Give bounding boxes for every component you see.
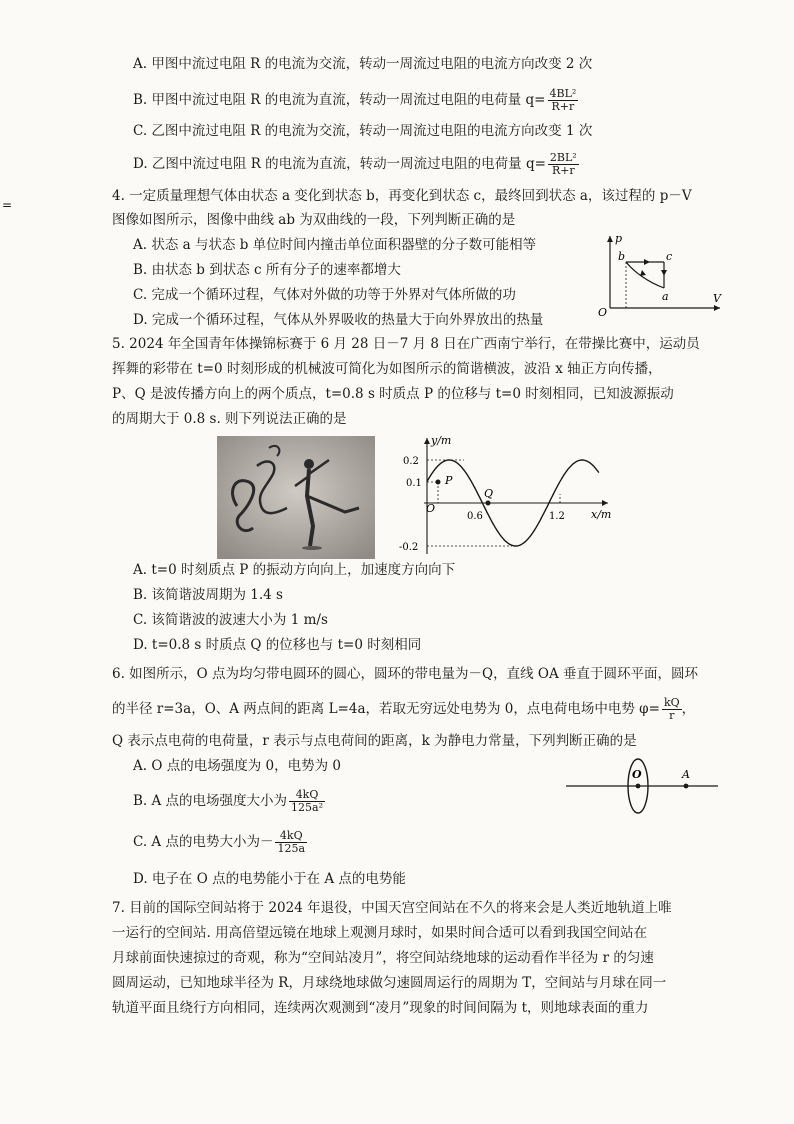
q6-option-c — [133, 830, 307, 855]
q3-option-d-text: D. 乙图中流过电阻 R 的电流为直流，转动一周流过电阻的电荷量 q= — [133, 156, 546, 172]
q7-stem-line-1: 7. 目前的国际空间站将于 2024 年退役，中国天宫空间站在不久的将来会是人类近地轨道上唯 — [112, 900, 672, 916]
q6-option-b-text: B. A 点的电场强度大小为 — [133, 793, 288, 809]
q3-option-d-denominator: R+r — [551, 164, 575, 177]
q5-x-tick-1-2: 1.2 — [549, 511, 565, 522]
q6-point-o-label: O — [632, 768, 642, 781]
q3-option-b-denominator: R+r — [551, 100, 575, 113]
q7-stem-line-5: 轨道平面且绕行方向相同，连续两次观测到“凌月”现象的时间间隔为 t，则地球表面的重力 — [112, 1000, 649, 1016]
q3-option-b-numerator: 4BL² — [549, 87, 577, 100]
q3-option-b — [133, 88, 578, 113]
q5-point-q — [486, 501, 491, 506]
q5-origin-label: O — [426, 502, 436, 515]
q6-stem-line-2-suffix: ， — [681, 701, 696, 717]
q5-option-d: D. t=0.8 s 时质点 Q 的位移也与 t=0 时刻相同 — [133, 637, 422, 653]
q3-option-d-numerator: 2BL² — [549, 151, 577, 164]
gymnast-photo — [217, 436, 375, 559]
q7-stem-line-4: 圆周运动，已知地球半径为 R，月球绕地球做匀速圆周运行的周期为 T，空间站与月球在同一 — [112, 975, 667, 991]
q5-stem-line-3: P、Q 是波传播方向上的两个质点，t=0.8 s 时质点 P 的位移与 t=0 时刻相同，已知波源振动 — [112, 386, 674, 402]
q6-stem-line-2 — [112, 697, 695, 722]
q6-ring-diagram — [562, 756, 722, 820]
q6-potential-denominator: r — [669, 709, 675, 722]
q5-x-tick-0-6: 0.6 — [467, 511, 483, 522]
q3-option-d — [133, 152, 579, 177]
q6-option-c-numerator: 4kQ — [275, 830, 307, 843]
q5-stem-line-1: 5. 2024 年全国青年体操锦标赛于 6 月 28 日－7 月 8 日在广西南宁举行，在带操比赛中，运动员 — [112, 336, 700, 352]
q4-origin-label: O — [598, 306, 608, 319]
q6-option-b-numerator: 4kQ — [289, 789, 325, 802]
q6-option-b-fraction — [289, 789, 325, 814]
q4-stem-line-1: 4. 一定质量理想气体由状态 a 变化到状态 b，再变化到状态 c，最终回到状态 a，该过程的 p－V — [112, 188, 692, 204]
q5-x-axis-label: x/m — [591, 508, 612, 521]
q5-y-axis-label: y/m — [431, 434, 452, 447]
q3-option-a: A. 甲图中流过电阻 R 的电流为交流，转动一周流过电阻的电流方向改变 2 次 — [133, 56, 593, 72]
q4-option-c: C. 完成一个循环过程，气体对外做的功等于外界对气体所做的功 — [133, 287, 516, 303]
q6-option-c-text: C. A 点的电势大小为－ — [133, 834, 274, 850]
q6-option-d: D. 电子在 O 点的电势能小于在 A 点的电势能 — [133, 871, 406, 887]
q5-option-c: C. 该简谐波的波速大小为 1 m/s — [133, 612, 328, 628]
q3-option-c: C. 乙图中流过电阻 R 的电流为交流，转动一周流过电阻的电流方向改变 1 次 — [133, 123, 593, 139]
q6-point-a-label: A — [682, 768, 690, 781]
q5-option-a: A. t=0 时刻质点 P 的振动方向向上，加速度方向向下 — [133, 562, 456, 578]
q4-axis-p-label: p — [615, 232, 623, 245]
q4-axis-v-label: V — [713, 292, 721, 305]
q5-y-tick-0-2: 0.2 — [403, 456, 419, 467]
q4-point-a-label: a — [662, 290, 669, 303]
q5-point-q-label: Q — [484, 487, 494, 500]
q5-y-tick-0-1: 0.1 — [406, 478, 422, 489]
q6-potential-numerator: kQ — [663, 696, 680, 709]
q4-pv-diagram — [598, 230, 728, 320]
q5-stem-line-2: 挥舞的彩带在 t=0 时刻形成的机械波可简化为如图所示的简谐横波，波沿 x 轴正方向传播， — [112, 361, 662, 377]
q4-stem-line-2: 图像如图所示，图像中曲线 ab 为双曲线的一段，下列判断正确的是 — [112, 212, 516, 228]
q6-option-a: A. O 点的电场强度为 0，电势为 0 — [133, 758, 341, 774]
q5-point-p-label: P — [445, 474, 453, 487]
q6-stem-line-2-text: 的半径 r=3a，O、A 两点间的距离 L=4a，若取无穷远处电势为 0，点电荷电场中电势 φ= — [112, 701, 660, 717]
q5-wave-graph — [398, 432, 618, 560]
q6-potential-fraction — [662, 697, 682, 722]
q6-option-b — [133, 789, 325, 814]
q5-point-p — [436, 480, 441, 485]
q4-option-b: B. 由状态 b 到状态 c 所有分子的速率都增大 — [133, 262, 401, 278]
q3-option-d-fraction — [548, 152, 579, 177]
q5-stem-line-4: 的周期大于 0.8 s. 则下列说法正确的是 — [112, 411, 347, 427]
margin-mark: = — [2, 198, 13, 212]
q6-stem-line-3: Q 表示点电荷的电荷量，r 表示与点电荷间的距离，k 为静电力常量，下列判断正确的是 — [112, 733, 637, 749]
q7-stem-line-3: 月球前面快速掠过的奇观，称为“空间站凌月”，将空间站绕地球的运动看作半径为 r 的匀速 — [112, 950, 654, 966]
q6-option-c-fraction — [275, 830, 307, 855]
q6-point-o — [636, 784, 641, 789]
q3-option-b-fraction — [548, 88, 579, 113]
q5-option-b: B. 该简谐波周期为 1.4 s — [133, 587, 283, 603]
q7-stem-line-2: 一运行的空间站. 用高倍望远镜在地球上观测月球时，如果时间合适可以看到我国空间站在 — [112, 925, 648, 941]
q5-y-tick-neg-0-2: -0.2 — [399, 542, 419, 553]
q6-point-a — [684, 784, 689, 789]
q6-option-b-denominator: 125a² — [291, 801, 324, 814]
q4-option-d: D. 完成一个循环过程，气体从外界吸收的热量大于向外界放出的热量 — [133, 312, 544, 328]
q6-option-c-denominator: 125a — [277, 842, 306, 855]
q4-option-a: A. 状态 a 与状态 b 单位时间内撞击单位面积器壁的分子数可能相等 — [133, 237, 537, 253]
q4-point-b-label: b — [618, 250, 626, 263]
q3-option-b-text: B. 甲图中流过电阻 R 的电流为直流，转动一周流过电阻的电荷量 q= — [133, 92, 546, 108]
q6-stem-line-1: 6. 如图所示，O 点为均匀带电圆环的圆心，圆环的带电量为－Q，直线 OA 垂直于圆环平面，圆环 — [112, 666, 698, 682]
q4-point-c-label: c — [666, 250, 673, 263]
